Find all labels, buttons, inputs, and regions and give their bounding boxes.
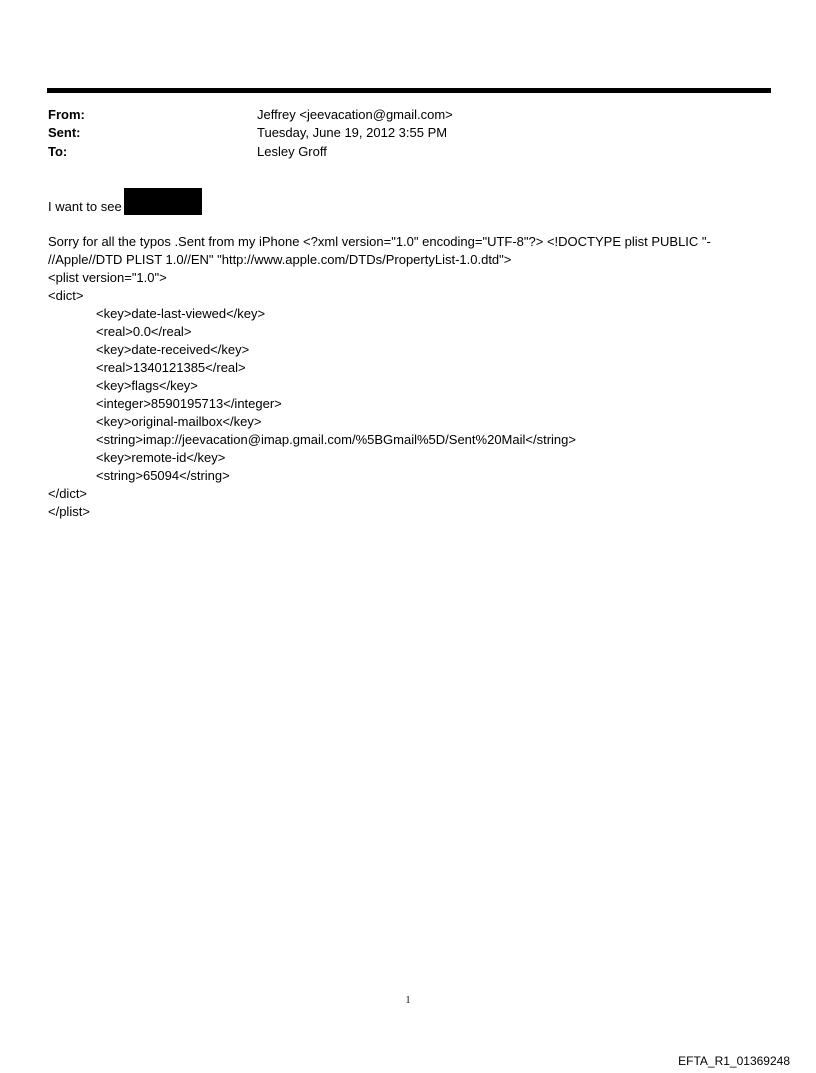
body-line: <key>date-last-viewed</key> xyxy=(96,306,266,321)
body-line: </dict> xyxy=(48,486,88,501)
body-line: <plist version="1.0"> xyxy=(48,270,167,285)
body-line: <real>0.0</real> xyxy=(96,324,192,339)
header-divider xyxy=(47,88,771,93)
body-line: <key>original-mailbox</key> xyxy=(96,414,262,429)
sent-value: Tuesday, June 19, 2012 3:55 PM xyxy=(257,125,448,140)
body-line: <dict> xyxy=(48,288,84,303)
body-line: <key>date-received</key> xyxy=(96,342,250,357)
body-line: <key>remote-id</key> xyxy=(96,450,226,465)
to-value: Lesley Groff xyxy=(257,144,327,159)
sent-label: Sent: xyxy=(48,125,81,140)
from-label: From: xyxy=(48,107,85,122)
email-body xyxy=(48,233,768,521)
body-line: <key>flags</key> xyxy=(96,378,198,393)
bates-number: EFTA_R1_01369248 xyxy=(678,1054,790,1068)
body-line: <string>imap://jeevacation@imap.gmail.com/%5BGmail%5D/Sent%20Mail</string> xyxy=(96,432,576,447)
redaction-box xyxy=(124,188,202,215)
body-line: <string>65094</string> xyxy=(96,468,230,483)
intro-text: I want to see xyxy=(48,199,122,214)
body-line: </plist> xyxy=(48,504,90,519)
from-value: Jeffrey <jeevacation@gmail.com> xyxy=(257,107,453,122)
body-line: <real>1340121385</real> xyxy=(96,360,246,375)
body-line: <integer>8590195713</integer> xyxy=(96,396,282,411)
body-line: Sorry for all the typos .Sent from my iPhone <?xml version="1.0" encoding="UTF-8"?> <!DOCTYPE plist PUBLIC "- xyxy=(48,234,711,249)
to-label: To: xyxy=(48,144,68,159)
body-line: //Apple//DTD PLIST 1.0//EN" "http://www.apple.com/DTDs/PropertyList-1.0.dtd"> xyxy=(48,252,512,267)
page-number: 1 xyxy=(405,995,411,1006)
